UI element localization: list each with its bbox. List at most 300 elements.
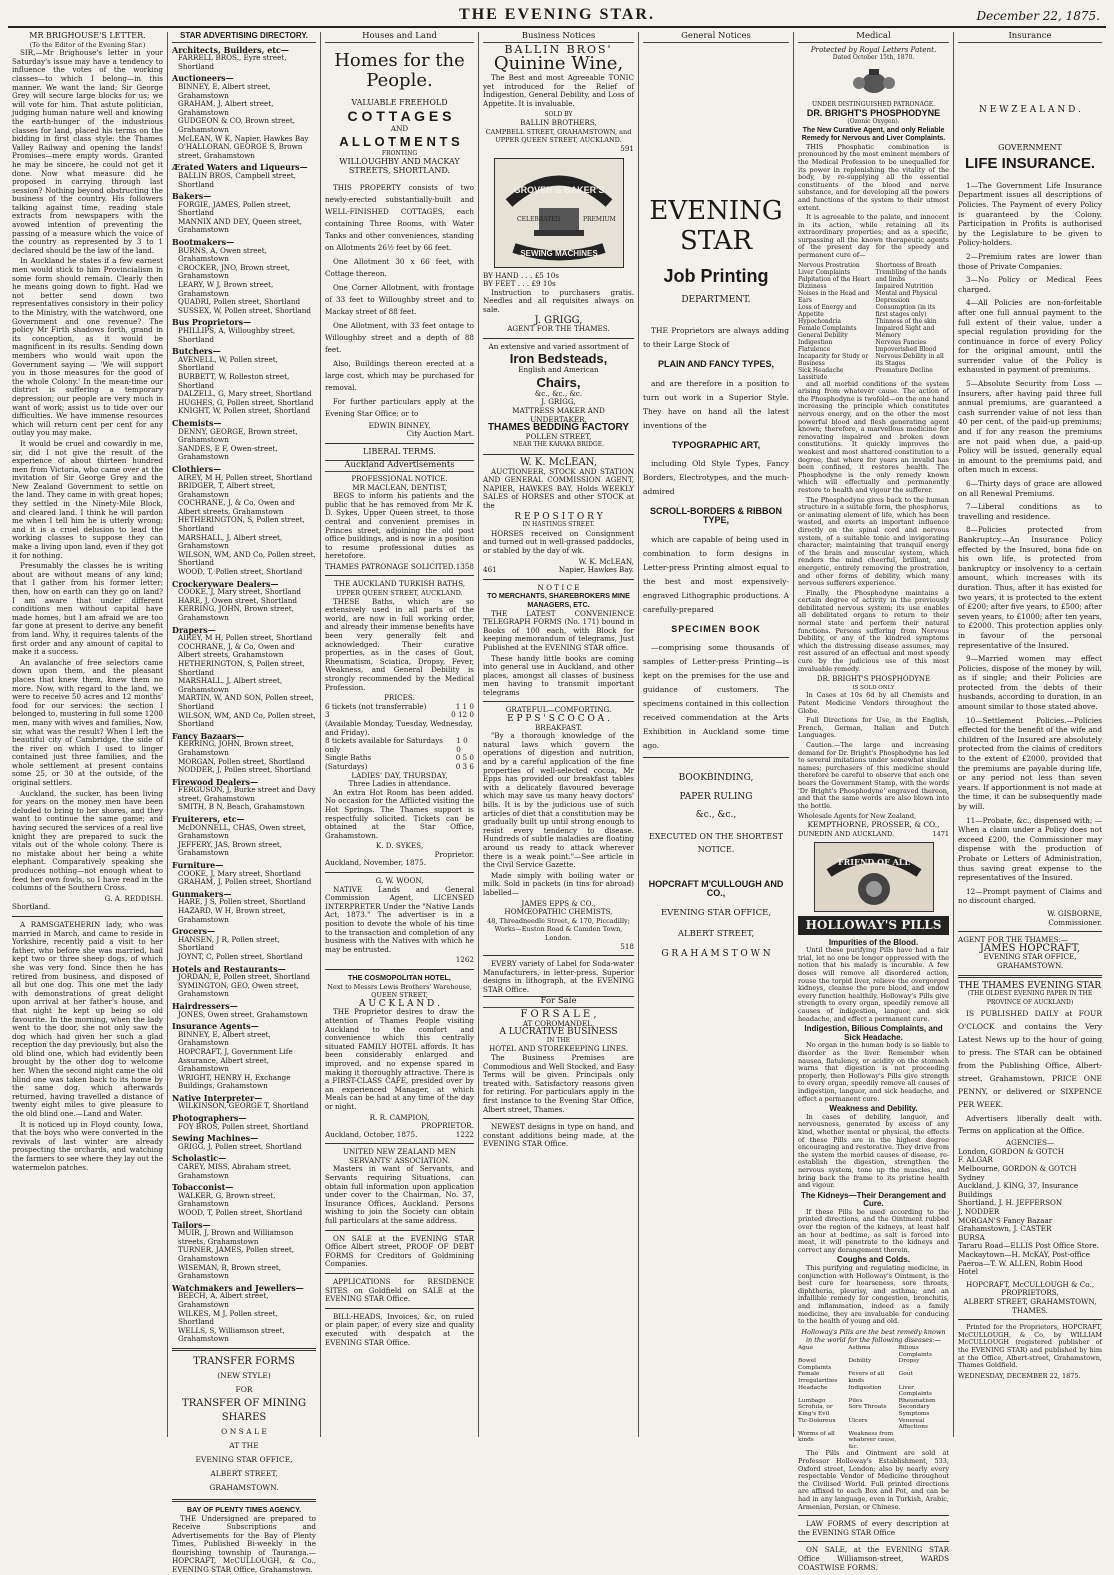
price-label: 6 tickets (not transferrable) [325, 701, 427, 711]
ailment-item: Lassitude [798, 373, 828, 381]
bright-title: DR. BRIGHT'S PHOSPHODYNE [806, 108, 941, 119]
coughs-text: This purifying and regulating medicine, in conjunction with Holloway's Ointment, is the best cure for hoarseness, sore throats, diphtheria, pleurisy, and asthma; and an infallible remedy for congestion, bronchitis, and inflammation, indeed as a family medicine, they are invaluable for conducing to the health of young and old. [798, 1264, 949, 1326]
homes-signature: EDWIN BINNEY, [368, 420, 431, 430]
ladies-day: LADIES' DAY, THURSDAY, [351, 770, 448, 780]
insurance-clause: 7—Liberal conditions as to travelling and residence. [958, 502, 1102, 521]
ailment-item: Nervous Debility in all its Stages [875, 352, 944, 367]
coromandel: AT COROMANDEL, [522, 1018, 595, 1028]
directory-entry: DALZELL, G, Mary street, Shortland [178, 389, 312, 399]
publisher-town: G R A H A M S T O W N [661, 949, 771, 960]
directory-category: Bakers— [172, 191, 212, 202]
diseases-grid [798, 1345, 949, 1451]
agencies-list [958, 1148, 1102, 1277]
bookbinding: BOOKBINDING, [678, 773, 754, 784]
letter-paragraph: In Auckland he states if a few earnest men would stick to him Provincialism in some form should remain. Clearly then he means going down to fight. Had we not better send down two representatives consistory in their policy to the Ministry, with the watchword, one Government and one revenue? The policy Mr Firth shadows forth, grand in its conception, as it would be magnificent in its results. Sending down members who would wait upon the Government saying — 'We will support you in those measures for the good of the whole Colony.' In the mean-time our district is suffering a temporary depression; our people are very much in want of work; assist us to tide over our difficulties. We have immense resources which will return cent per cent for any outlay you may make. [12, 256, 163, 438]
directory-entry: HOPCRAFT, J, Government Life Assurance, Albert street, Grahamstown [178, 1046, 293, 1074]
publisher-address: ALBERT STREET, GRAHAMSTOWN, THAMES. [963, 1296, 1097, 1315]
ballin-title: BALLIN BROS' [504, 42, 613, 56]
job-text: which are capable of being used in combination to form designs in Letter-press Printing almost equal to the best and most expensively-engraved Lithographic productions. A carefully-prepared [643, 534, 789, 614]
servants-text: Masters in want of Servants, and Servants requiring Situations, can obtain full information upon application under cover to the Chairman, No. 37, Insurance Offices, Auckland. Persons wishing to join the Society can obtain full particulars at the same address. [325, 1164, 474, 1226]
servants-title: UNITED NEW ZEALAND MEN SERVANTS' ASSOCIATION. [342, 1147, 457, 1165]
hotel-title: THE COSMOPOLITAN HOTEL, [348, 973, 451, 982]
disease-item: Ulcers [848, 1417, 868, 1424]
directory-category: Drapers— [172, 624, 216, 635]
baths-date: Auckland, November, 1875. [325, 858, 426, 868]
directory-entry: CAREY, MISS, Abraham street, Grahamstown [178, 1162, 292, 1180]
directory-category: Gunmakers— [172, 888, 232, 899]
svg-text:FRIEND OF ALL: FRIEND OF ALL [837, 857, 910, 868]
grigg-agent: AGENT FOR THE THAMES. [507, 324, 610, 334]
thames-star-text: Advertisers liberally dealt with. Terms on application at the Office. [958, 1114, 1102, 1136]
directory-entry: HETHERINGTON, S, Pollen street, Shortland [178, 515, 305, 534]
letter-paragraph: Presumably the classes he is writing about are without means of any kind; that I gather from his former letter; then, how on earth can they go on land? I am aware that under different conditions men without capital have made homes, but I am afraid we are too far gone at present to derive any benefit from land. Why, it requires talents of the first order and any amount of capital to make it a success. [12, 561, 163, 657]
publisher-street: ALBERT STREET, [677, 928, 755, 939]
ad-number: 1471 [932, 829, 949, 838]
disease-item: Indigestion [848, 1384, 882, 1391]
directory-entry: FERGUSON, J, Burke street and Davy street, Grahamstown [178, 785, 316, 803]
directory-entry: BINNEY, E, Albert street, Grahamstown [178, 1029, 271, 1048]
ad-number: 1262 [455, 955, 474, 965]
directory-category: Firewood Dealers— [172, 776, 259, 787]
wholesale: Wholesale Agents for New Zealand, [798, 812, 917, 821]
directory-entry: TURNER, JAMES, Pollen street, Grahamstown [178, 1245, 295, 1263]
epps-text: Made simply with boiling water or milk. Sold in packets (in tins for abroad) labelled— [483, 870, 634, 897]
insurance-clause: 4—All Policies are non-forfeitable after one full annual payment to the full extent of their value, under a special regulation providing for the continuance in force of every Policy for the original amount, until the surrender value of the Policy is exhausted in payment of premiums. [958, 298, 1102, 375]
grigg-name-2: J. GRIGG, [541, 397, 576, 407]
mclean-place: Napier, Hawkes Bay. [558, 565, 634, 575]
homes-line: A L L O T M E N T S [339, 133, 460, 149]
directory-entry: WISEMAN, B, Brown street, Grahamstown [178, 1262, 282, 1281]
disease-item: Female Irregularities [798, 1371, 838, 1384]
executed: EXECUTED ON THE SHORTEST NOTICE. [648, 831, 784, 854]
thames-star-title: THE THAMES EVENING STAR [958, 980, 1102, 991]
homes-title: Homes for the People. [334, 49, 465, 91]
bop-text: THE Undersigned are prepared to Receive Subscriptions and Advertisements for the Bay of Plenty Times, Published Bi-weekly in the flourishing township of Tauranga.— HOPCRAFT, McCULLOUGH, & Co., EVENING STAR Office, Grahamstown. [172, 1513, 316, 1575]
breakfast: BREAKFAST. [535, 722, 582, 732]
disease-item: Sore Throats [848, 1404, 887, 1411]
publisher: HOPCRAFT, McCULLOUGH & Co., [965, 1279, 1095, 1289]
ailment-item: Dizziness [798, 282, 827, 290]
agent-name: JAMES HOPCRAFT, [979, 942, 1081, 954]
disease-item: Secondary Symptoms [898, 1404, 930, 1417]
for-sale-title: F O R S A L E , [520, 1009, 597, 1021]
telegraph-text: THE LATEST CONVENIENCE TELEGRAPH FORMS (No. 171) bound in Books of 100 each, with Block for keeping memorandum of telegrams, Just Published at the EVENING STAR office. [483, 608, 634, 652]
impurities-title: Impurities of the Blood. [828, 937, 919, 947]
directory-category: Tailors— [172, 1219, 211, 1230]
price-label: Single Baths [325, 753, 372, 763]
ailment-item: Consumption (in its first stages only) [875, 303, 936, 318]
plain-fancy: PLAIN AND FANCY TYPES, [657, 359, 774, 370]
chairs-title: Chairs, [536, 374, 581, 390]
ailment-item: Nervous Fancies [875, 338, 927, 346]
directory-entry: GRAHAM, J, Pollen street, Shortland [178, 877, 312, 887]
directory-category: Watchmakers and Jewellers— [172, 1282, 304, 1293]
agency-item: Paeroa—T. W. ALLEN, Robin Hood Hotel [958, 1258, 1083, 1277]
for-sale-heading: For Sale [483, 996, 634, 1008]
directory-category: Bootmakers— [172, 237, 235, 248]
directory-entry: HARE, J, Owen street, Shortland [178, 595, 297, 605]
letter-paragraph: It would be cruel and cowardly in me, sir, did I not give the result of the experience of about thirteen hundred men from Victoria, who came over at the invitation of Sir George Grey and the New Zealand Government to settle on the land. They came in with great hopes; they settled in the Ninety-Mile Block, and cleared land. I think he will pardon me when I tell him he is utterly wrong; and it is a cruel delusion to lead the working classes to suppose they can make a living upon land, even if they got it for nothing. [12, 438, 163, 560]
directory-entry: AIREY, M H, Pollen street, Shortland [178, 633, 313, 643]
ailment-item: Female Complaints [798, 324, 857, 332]
directory-entry: PHILLIPS, A, Willoughby street, Shortland [178, 326, 296, 344]
directory-category: Ærated Waters and Liqueurs— [172, 162, 308, 173]
repository: R E P O S I T O R Y [514, 511, 603, 522]
price-value: 0 12 0 [451, 710, 474, 720]
grigg-name: J. GRIGG, [534, 314, 583, 326]
debt-forms-ad: ON SALE at the EVENING STAR Office Albert street, PROOF OF DEBT FORMS for Creditors of Goldmining Companies. [325, 1233, 474, 1269]
ailment-item: Trembling of the hands and limbs [875, 268, 947, 283]
ailment-item: Mental and Physical Depression [875, 289, 938, 304]
billheads-ad: BILL-HEADS, Invoices, &c, on ruled or plain paper, of every size and quality executed with despatch at the EVENING STAR Office. [325, 1311, 474, 1347]
baths-text: THESE Baths, which are so extensively used in all parts of the world, are now in full working order, and already their immense benefits have been very generally felt and acknowledged. Their curative properties, as in the cases of Gout, Rheumatism, Sciatica, Dropsy, Fever, Weakness, and General Debility is strongly recommended by the Medical Profession. [325, 596, 474, 692]
kempthorne-address: DUNEDIN AND AUCKLAND. [798, 829, 895, 838]
in-the: IN THE [546, 1036, 571, 1044]
directory-entry: MARSHALL, J, Albert street, Grahamstown [178, 676, 283, 694]
agency-item: Auckland, J. KING, 37, Insurance Buildings [958, 1181, 1079, 1199]
hastings: IN HASTINGS STREET. [522, 521, 595, 529]
ailment-item: General Debility [798, 331, 848, 339]
transfer-line: O N S A L E [221, 1426, 267, 1436]
ad-number: 461 [483, 565, 497, 575]
agencies-heading: AGENCIES— [1005, 1138, 1055, 1148]
baths-text: An extra Hot Room has been added. No occasion for the Afflicted visiting the Hot Springs. The Thames support is respectfully solicited. Tickets can be obtained at the Star Office, Grahamstown. [325, 787, 474, 840]
ailment-item: Shortness of Breath [875, 261, 937, 269]
typo-art: TYPOGRAPHIC ART, [671, 439, 761, 450]
price-row [325, 720, 474, 737]
price-value: 1 1 0 [455, 701, 474, 711]
impurities-text: Until these purifying Pills have had a fair trial, let no one be longer oppressed with the notion that his malady is incurable. A few doses will remove all disordered action, rouse the torpid liver, relieve the overgorged kidneys, cleanse the pure blood, and endow every function healthily. Holloway's Pills give strength to every organ, speedily remove all causes of indigestion, languor, and sick headache, and effect a permanent cure. [798, 946, 949, 1023]
directory-entry: WILSON, WM, AND Co, Pollen street, Shortland [178, 710, 316, 729]
holloway-pills-banner: HOLLOWAY'S PILLS [798, 916, 949, 935]
ozonic: (Ozonic Oxygen). [847, 117, 900, 125]
job-printing: Job Printing [663, 265, 769, 286]
newspaper-title: THE EVENING STAR. [459, 6, 655, 23]
mclean-text: AUCTIONEER, STOCK AND STATION AND GENERAL COMMISSION AGENT, NAPIER, HAWKES BAY, Holds WEEKLY SALES of HORSES and other STOCK at the [483, 466, 634, 510]
ad-number: 518 [620, 941, 634, 951]
column-business [479, 32, 639, 1437]
homes-terms: LIBERAL TERMS. [363, 446, 436, 456]
directory-entry: HANSEN, J R, Pollen street, Shortland [178, 934, 280, 953]
price-value: 0 5 0 [455, 753, 474, 763]
directory-category: Grocers— [172, 926, 216, 937]
price-label: (Available Monday, Tuesday, Wednesday, and Friday). [325, 718, 473, 737]
weakness-title: Weakness and Debility. [829, 1104, 918, 1114]
ad-number: 591 [620, 143, 634, 153]
transfer-line: EVENING STAR OFFICE, [195, 1454, 293, 1464]
anecdote-paragraph: A RAMSGATEHERIN lady, who was married in March, and came to reside in Yorkshire, recently paid a visit to her father, who before she was married, had kept two or three sheep dogs, of which she was very fond. Since then he has retired from business, and disposed of all but one dog. This one met the lady with demonstrations of great delight upon arrival at her father's house, and that night he kept up being so old favourite. In the morning, when the lady went to the door, she not only saw the dog which had given her such a glad reception the day previously, but also the old blind one, which had evidently been brought by the other dog to welcome her. When the second night came the old blind one was taken back to its home by the same dog, which afterwards returned, having travelled a distance of twenty eight miles to give pleasure to the old blind one.—Land and Water. [12, 919, 163, 1119]
insurance-clause: 3—No Policy or Medical Fees charged. [958, 275, 1102, 294]
insurance-clause: 5—Absolute Security from Loss — Insurers, after having paid three full annual premiums, are guaranteed a cash surrender value of not less than 40 per cent. of the paid-up premiums; and if for any reason the premiums are not paid when due, a paid-up Policy will be issued, generally equal in amount to the premiums paid, and often much in excess. [958, 379, 1102, 475]
baths-title: THE AUCKLAND TURKISH BATHS, [333, 579, 466, 589]
agent-thames: AGENT FOR THE THAMES:— [958, 935, 1069, 945]
mclean-signature: W. K. McLEAN, [578, 556, 634, 566]
directory-entry: BURNS, A, Owen street, Grahamstown [178, 245, 267, 264]
paper-ruling: PAPER RULING [679, 791, 753, 802]
coughs-title: Coughs and Colds. [837, 1255, 910, 1265]
letter-paragraph: SIR,—Mr Brighouse's letter in your Saturday's issue may have a tendency to influence the votes of the working classes—to which I belong—in this manner. We want the land; Sir George Grey will secure large blocks for us; we will vote for him. That astute politician, judging human nature well and knowing the earth-hunger of the industrious classes for land, placed his terms on the bidding in first class style: the Thames Valley Railway and opening the lands! Promises—mere empty words. Granted he may be sincere, he could not get it done. Now what measure did he proposed in carrying through last session? Nothing beyond obstructing the business of the country. His followers talking against time, reading stale extracts from newspapers with the avowed intention of preventing the passing of a measure which the voice of the country as represented by 3 to 1 declared should be the law of the land. [12, 48, 163, 255]
letter-paragraph: An avalanche of free selectors came down upon them, and the pleasant places that knew them, knew them no more. Now, with regard to the land, we were to receive 50 acres and 12 months' food for our services: the section I belonged to, mustering in full some 1200 men, many with wives and families. Now, sir, what was the result? When I left the beautiful city of Cambridge, the side of the river on which I used to linger contained just three families, and the whole settlement at present contains some 25, or 30 at the outside, of the original settlers. [12, 657, 163, 788]
directory-entry: COCHRANE, J, & Co, Owen and Albert streets, Grahamstown [178, 641, 295, 660]
ailment-item: Premature Decline [875, 366, 933, 374]
directory-entry: KERRING, JOHN, Brown street, Grahamstown [178, 604, 294, 622]
bright-text: and all morbid conditions of the system arising from whatever cause. The action of the Phosphodyne is twofold—on the one hand increasing the principle which constitutes nervous energy, and on the other the most powerful blood and flesh generating agent known; therefore, a marvellous medicine for renovating impaired and broken down constitutions. It quickly improves the weakest and most shattered constitution to a degree, that where for years an invalid has been confined, it restores health. The Phosphodyne is the only remedy known which will effectually and permanently restore to health and vigour the sufferer. [798, 379, 949, 494]
directory-category: Hairdressers— [172, 1000, 238, 1011]
directory-category: Crockeryware Dealers— [172, 578, 279, 589]
price-label: 8 tickets available for Saturdays only [325, 736, 443, 754]
directory-category: Sewing Machines— [172, 1133, 259, 1144]
scroll-borders: SCROLL-BORDERS & RIBBON TYPE, [650, 506, 782, 525]
disease-item: Fevers of all kinds [848, 1371, 885, 1384]
directory-entry: WOOD, T, Pollen street, Shortland [178, 567, 303, 577]
holloway-crest-illustration [814, 842, 934, 912]
insurance-clause: 10—Settlement Policies.—Policies effected for the benefit of the wife and children of the Insured are absolutely protected from the claims of creditors to the extent of £2000, provided that the premiums are payable during life, or any period not less than seven years. If apportionment is not made at the time, it can be subsequently made by will. [958, 715, 1102, 811]
directory-title: STAR ADVERTISING DIRECTORY. [172, 32, 316, 43]
agency-item: Shortland, J. H. JEFFERSON [958, 1198, 1063, 1208]
directory-entry: FORGIE, JAMES, Pollen street, Shortland [178, 199, 291, 218]
govt: GOVERNMENT [998, 143, 1062, 153]
specimen-book: SPECIMEN BOOK [671, 623, 761, 634]
epps-company: JAMES EPPS & CO., [521, 898, 596, 908]
imprint: Printed for the Proprietors, HOPCRAFT, McCULLOUGH, & Co, by WILLIAM McCULLOUGH (registered publisher of the EVENING STAR) and published by him at the Office, Albert-street, Grahamstown, Thames Goldfield. [958, 1323, 1102, 1370]
horses-text: HORSES received on Consignment and turned out in well-grassed paddocks, or stabled by the day of wk. [483, 528, 634, 555]
column-heading: Houses and Land [325, 32, 474, 43]
directory-category: Photographers— [172, 1113, 247, 1124]
agency-item: MORGAN'S Fancy Bazaar [958, 1215, 1053, 1225]
directory-entry: O'HALLORAN, GEORGE S, Brown street, Grahamstown [178, 142, 303, 160]
transfer-line: TRANSFER OF MINING [182, 1397, 306, 1409]
homes-paragraph: Also, Buildings thereon erected at a large cost, which may be purchased for removal. [325, 358, 474, 392]
homes-line: C O T T A G E S [347, 108, 452, 125]
directory-entry: McDONNELL, CHAS, Owen street, Grahamstown [178, 822, 307, 841]
directory-category: Insurance Agents— [172, 1021, 259, 1032]
protected: Protected by Royal Letters Patent. [810, 44, 937, 54]
directory-entry: GRAHAM, J, Albert street, Grahamstown [178, 99, 274, 117]
insurance-clause: 2—Premium rates are lower than those of Private Companies. [958, 251, 1102, 271]
kidneys-title: The Kidneys—Their Derangement and Cure. [801, 1190, 946, 1209]
disease-item: Dropsy [898, 1358, 920, 1365]
ailment-item: Hypochondria [798, 317, 841, 325]
disease-item: Headache [798, 1384, 828, 1391]
transfer-line: AT THE [229, 1440, 259, 1450]
directory-entry: BALLIN BROS, Campbell street, Shortland [178, 170, 296, 189]
directory-entry: CROCKER, JNO, Brown street, Grahamstown [178, 262, 290, 281]
agent-text: NATIVE Lands and General Commission Agent, LICENSED INTERPRETER Under the "Native Lands Act, 1873." The advertiser is in a position to devote the whole of his time to the transaction and completion of any business with the Natives with which he may be entrusted. [325, 884, 474, 954]
agency-item: BURSA [958, 1232, 985, 1242]
directory-entry: WELLS, S, Williamson street, Grahamstown [178, 1325, 285, 1344]
homes-signature: City Auction Mart. [406, 429, 474, 439]
ailment-item: Palpitation of the Heart [798, 275, 870, 283]
lucrative: A LUCRATIVE BUSINESS [499, 1027, 618, 1038]
directory-entry: DENNY, GEORGE, Brown street, Grahamstown [178, 426, 298, 445]
directory-entry: NODDER, J, Pollen street, Shortland [178, 765, 311, 775]
commissioner-name: W. GISBORNE, [1047, 908, 1102, 918]
insurance-clause: 12—Prompt payment of Claims and no discount charged. [958, 886, 1102, 906]
mattress-maker: MATTRESS MAKER AND UNDERTAKER, [512, 406, 605, 424]
directory-entry: COCHRANE, J, & Co, Owen and Albert streets, Grahamstown [178, 498, 295, 516]
ailment-item: Impaired Sight and Memory [875, 324, 935, 339]
homes-line: WILLOUGHBY AND MACKAY STREETS, SHORTLAND. [339, 157, 460, 175]
directory-category: Bus Proprietors— [172, 317, 252, 328]
directory-entry: JEFFERY, JAS, Brown street, Grahamstown [178, 839, 283, 858]
thames-star-subtitle: (THE OLDEST EVENING PAPER IN THE PROVINCE OF AUCKLAND) [967, 990, 1093, 1006]
hotel-city: A U C K L A N D . [358, 998, 440, 1009]
directory-entry: WALKER, G, Brown street, Grahamstown [178, 1190, 276, 1209]
bedsteads-title: Iron Bedsteads, [509, 351, 608, 367]
directory-category: Scholastic— [172, 1153, 227, 1164]
newest-designs-ad: NEWEST designs in type on hand, and constant additions being made, at the EVENING STAR Office. [483, 1122, 634, 1149]
sold-only: IS SOLD ONLY [852, 684, 895, 691]
ballin-address: CAMPBELL STREET, GRAHAMSTOWN, and UPPER QUEEN STREET, AUCKLAND. [485, 127, 632, 145]
hotel-date: Auckland, October, 1875. [325, 1129, 418, 1139]
quinine-title: Quinine Wine, [493, 53, 624, 75]
price-table [325, 703, 474, 772]
ailment-item: Sick Headache [798, 366, 844, 374]
column-insurance [954, 32, 1106, 1437]
dentist-text: BEGS to inform his patients and the public that he has removed from Mr K. D. Sykes, Upper Queen street, to those central and convenient premises in Princes street, adjoining the old post office buildings, and is now in a position to resume professional duties as heretofore. [325, 491, 474, 561]
caution: Caution.—The large and increasing demand for Dr. Bright's Phosphodyne has led to several imitations under somewhat similar names; purchasers of this medicine should therefore be careful to observe that each one bears the Government Stamp, with the words 'Dr Bright's Phosphodyne' engraved thereon, and that the same words are also blown into the bottle. [798, 740, 949, 810]
hotel-proprietor-role: PROPRIETOR. [421, 1121, 474, 1131]
ailment-item: Impoverished Blood [875, 345, 937, 353]
directory-entry: HUGHES, G, Pollen street, Shortland [178, 397, 314, 407]
baths-proprietor: K. D. SYKES, [375, 841, 424, 851]
directory-entry: HETHERINGTON, S, Pollen street, Shortland [178, 658, 305, 677]
pills-text: The Pills and Ointment are sold at Professor Holloway's Establishment, 533, Oxford street, London; also by nearly every respectable Vendor of Medicine throughout the Civilised World. Full printed directions are affixed to each Box and Pot, and can be had in any language, even in Turkish, Arabic, Armenian, Persian, or Chinese. [798, 1449, 949, 1511]
directory-entry: BURBETT, W, Rolleston street, Shortland [178, 371, 290, 390]
homes-paragraph: One Corner Allotment, with frontage of 33 feet to Willoughby street and to Mackay street of 88 feet. [325, 282, 474, 316]
kempthorne: KEMPTHORNE, PROSSER, & CO., [807, 819, 940, 829]
nz-title: N E W Z E A L A N D . [978, 104, 1082, 115]
hotel-subtitle: Next to Messrs Lewis Brothers' Warehouse, QUEEN STREET, [327, 982, 472, 1000]
baths-proprietor-role: Proprietor. [434, 849, 474, 859]
directory-entry: FARRELL BROS., Eyre street, Shortland [178, 53, 287, 71]
directory-entry: HAZARD, W H, Brown street, Grahamstown [178, 906, 286, 924]
disease-item: Lumbago [798, 1397, 826, 1404]
job-text: including Old Style Types, Fancy Borders, Electrotypes, and the much-admired [643, 459, 789, 497]
svg-text:SEWING MACHINES: SEWING MACHINES [519, 248, 598, 258]
bedsteads-intro: An extensive and varied assortment of [488, 341, 629, 351]
homes-line: VALUABLE FREEHOLD [351, 97, 448, 107]
grateful: GRATEFUL—COMFORTING. [505, 705, 612, 715]
directory-category: Tobacconist— [172, 1182, 234, 1193]
job-text: —comprising some thousands of samples of Letter-press Printing—is kept on the premises for the use and guidance of customers. The specimens contained in this collection received commendation at the Arts Exhibition in Auckland some time ago. [643, 643, 789, 751]
factory-location: NEAR THE KARAKA BRIDGE. [513, 441, 604, 449]
disease-item: Asthma [848, 1344, 871, 1351]
transfer-line: (NEW STYLE) [217, 1370, 271, 1380]
directory-entry: COOKE, J, Mary street, Shortland [178, 587, 301, 597]
svg-text:CELEBRATED: CELEBRATED [516, 215, 560, 223]
royal-arms-icon [849, 67, 899, 97]
soda-label-ad: EVERY variety of Label for Soda-water Manufacturers, in letter-press. Superior designs in lithograph, at the EVENING STAR Office. [483, 959, 634, 994]
for-sale-text: The Business Premises are Commodious and Well Stocked, and Easy Terms will be given. Principals only treated with. Satisfactory reasons given for retiring. For particulars apply in the first instance to the Evening Star Office, Albert street, Thames. [483, 1053, 634, 1114]
homes-line: AND [390, 124, 409, 134]
directory-entry: COOKE, J, Mary street, Shortland [178, 868, 301, 878]
dentist-name: MR MACLEAN, DENTIST, [352, 482, 447, 492]
directory-entry: MARSHALL, J, Albert street, Grahamstown [178, 532, 283, 551]
directory-entry: SANDES, E F, Owen-street, Grahamstown [178, 443, 278, 462]
homes-line: FRONTING [381, 149, 418, 157]
publisher-name: HOPCRAFT M'CULLOUGH AND CO., [648, 878, 784, 898]
hotel-line: HOTEL AND STOREKEEPING LINES. [488, 1044, 628, 1054]
agency-item: Sydney [958, 1172, 985, 1182]
patronage: UNDER DISTINGUISHED PATRONAGE. [811, 100, 936, 108]
directory-entry: JORDAN, E, Pollen street, Shortland [178, 972, 310, 982]
directory-entry: MORGAN, Pollen street, Shortland [178, 756, 305, 766]
letter-title: MR BRIGHOUSE'S LETTER. [29, 31, 146, 40]
bedding-factory: THAMES BEDDING FACTORY [487, 422, 630, 434]
disease-item: Tic-Doloreux [798, 1417, 836, 1424]
directory-category: Chemists— [172, 417, 222, 428]
ladies-day-note: Three Ladies in attendance. [348, 779, 451, 789]
kidneys-text: If these Pills be used according to the printed directions, and the Ointment rubbed over the region of the kidneys, at least half an hour at bedtime, as salt is forced into meat, it will penetrate to the kidneys and correct any derangement therein. [798, 1207, 949, 1254]
auckland-heading: Auckland Advertisements [325, 460, 474, 472]
directory-category: Fancy Bazaars— [172, 730, 245, 741]
commissioner: Commissioner. [1048, 917, 1102, 927]
transfer-line: FOR [235, 1384, 253, 1394]
disease-item: Gout [898, 1371, 913, 1378]
price-label: (Saturdays) [325, 761, 368, 771]
price-label: 3 [325, 710, 330, 720]
insurance-clause: 8—Policies protected from Bankruptcy.—An Insurance Policy effected by the Insured, bona fide on his own life, is protected from bankruptcy or insolvency to a certain amount, which increases with its duration. Thus, after it has existed for two years, it is protected to the extent of £200; after five years, to £500; after seven years, to £1000; after ten years, to £2000. This protection applies only in favour of the personal representative of the Insured. [958, 525, 1102, 650]
directory-entry: MUIR, J, Brown and Williamson streets, Grahamstown [178, 1228, 294, 1246]
disease-item: Venereal Affections [898, 1417, 928, 1431]
ailment-item: Incapacity for Study or Business [798, 352, 869, 367]
letter-place: Shortland. [12, 902, 51, 912]
hotel-text: THE Proprietor desires to draw the attention of Thames People visiting Auckland to the comfort and convenience which this centrally situated FAMILY HOTEL affords. It has been considerably enlarged and improved, and no expense spared in making it thoroughly attractive. There is a FIRST-CLASS CAFE, presided over by an experienced Manager, at which Meals can be had at any time of the day or night. [325, 1007, 474, 1111]
masthead [8, 6, 1106, 28]
directory-category: Hotels and Restaurants— [172, 963, 286, 974]
ad-number: 1222 [455, 1129, 474, 1139]
agency-item: J. NODDER [958, 1207, 1000, 1217]
directory-entry: SMITH, B N, Beach, Grahamstown [178, 802, 305, 812]
insurance-clause: 1—The Government Life Insurance Department issues all descriptions of Policies. The Payment of every Policy is guaranteed by the Colony. Participation in Profits is authorised by the Legislature to be given to Policy-holders. [958, 180, 1102, 248]
disease-item: Weakness from whatever cause, &c. [848, 1430, 897, 1450]
agency-item: Grahamstown, J. CASTER [958, 1224, 1052, 1234]
directory-entry: SUSSEX, W, Pollen street, Shortland [178, 305, 311, 315]
column-general [639, 32, 794, 1437]
sewing-text: Instruction to purchasers gratis. Needles and all requisites always on sale. [483, 287, 634, 314]
directory-list [172, 46, 316, 1344]
department: DEPARTMENT. [681, 294, 751, 305]
directory-entry: GRIGG, J, Pollen street, Shortland [178, 1141, 302, 1151]
ailment-item: Indigestion [798, 338, 833, 346]
law-forms-ad: LAW FORMS of every description at the EVENING STAR Office [798, 1519, 949, 1537]
directory-category: Architects, Builders, etc— [172, 44, 289, 55]
life-insurance: LIFE INSURANCE. [964, 154, 1095, 172]
epps-title: E P P S ' S C O C O A . [507, 714, 610, 725]
indigestion-text: No organ in the human body is so liable to disorder as the liver. Remember when nausea, flatulency, or acidity on the stomach warns that digestion is not proceeding properly, then Holloway's Pills give strength to every organ, speedily remove all causes of indigestion, languor, and sick headache, and effect a permanent cure. [798, 1041, 949, 1103]
thames-patronage: THAMES PATRONAGE SOLICITED. [325, 561, 456, 571]
column-heading: Business Notices [483, 32, 634, 43]
new-cure: The New Curative Agent, and only Reliable Remedy for Nervous and Liver Complaints. [801, 126, 946, 143]
ailment-item: Loss of Energy and Appetite [798, 303, 857, 318]
directory-entry: WILKES, M J, Pollen street, Shortland [178, 1308, 278, 1327]
publisher-office: EVENING STAR OFFICE, [660, 908, 772, 919]
cases: In Cases at 10s 6d by all Chemists and Patent Medicine Vendors throughout the Globe. [798, 691, 949, 715]
disease-item: Piles [848, 1397, 863, 1404]
insurance-clause: 6—Thirty days of grace are allowed on all Renewal Premiums. [958, 479, 1102, 498]
ad-number: 1358 [455, 561, 474, 571]
directory-entry: JOYNT, C, Pollen street, Shortland [178, 951, 303, 961]
transfer-line: ALBERT STREET, [210, 1468, 278, 1478]
professional-notice: PROFESSIONAL NOTICE. [351, 473, 448, 483]
column-heading: Insurance [958, 32, 1102, 43]
directory-entry: WILSON, WM, AND Co, Pollen street, Shortland [178, 549, 316, 568]
directory-entry: KERRING, JOHN, Brown street, Grahamstown [178, 739, 294, 757]
directory-entry: WILKINSON, GEORGE T, Shortland [178, 1101, 309, 1111]
ailments-list [798, 262, 949, 381]
agency-item: Mackaytown—H. McKAY, Post-office [958, 1250, 1091, 1259]
